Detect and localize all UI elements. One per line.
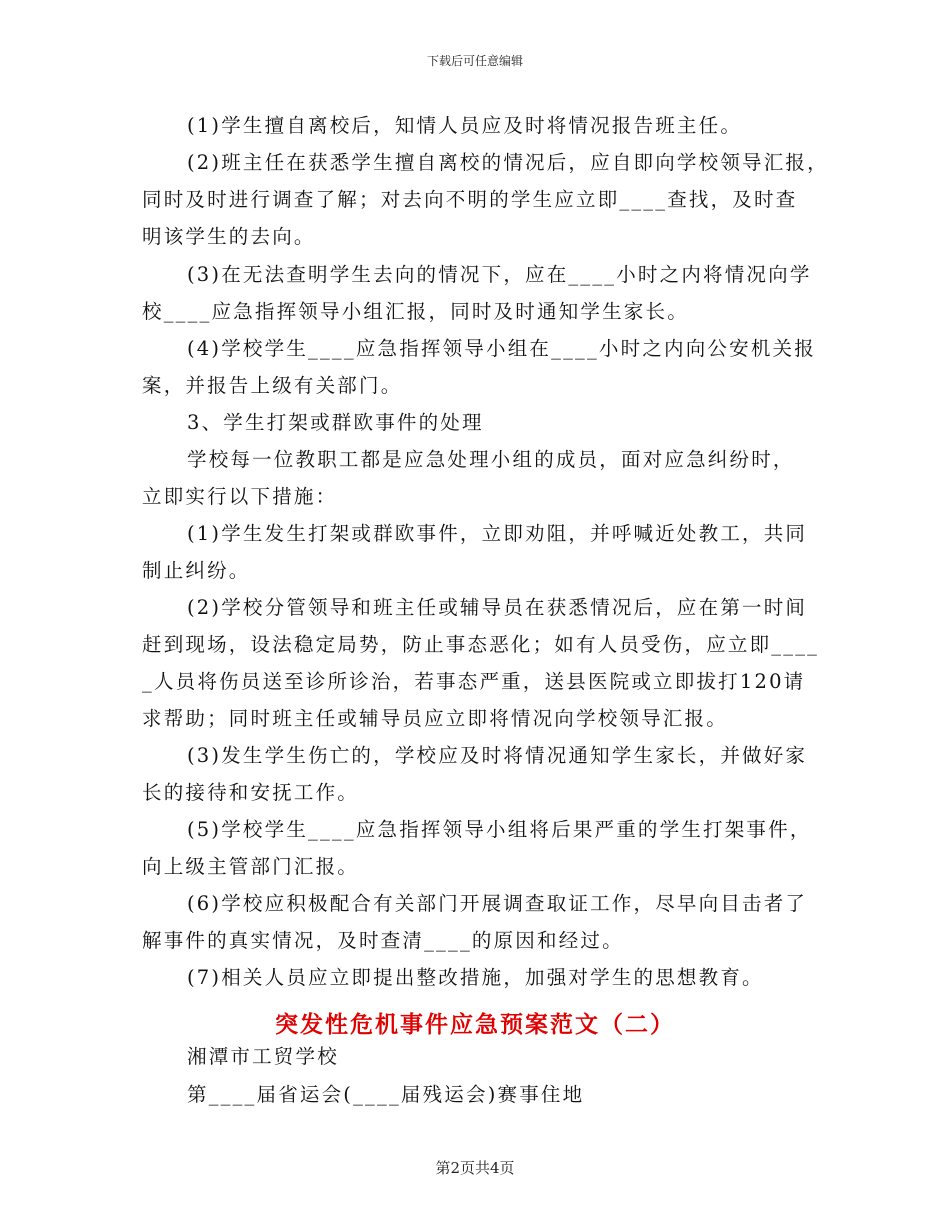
paragraph-line: 校____应急指挥领导小组汇报，同时及时通知学生家长。 [142, 300, 689, 323]
section-title: 突发性危机事件应急预案范文（二） [275, 1011, 675, 1038]
paragraph-line: (6)学校应积极配合有关部门开展调查取证工作，尽早向目击者了 [187, 892, 808, 915]
paragraph-line: _人员将伤员送至诊所诊治，若事态严重，送县医院或立即拔打120请 [142, 670, 806, 693]
page-footer: 第2页共4页 [435, 1159, 515, 1177]
paragraph-line: (3)发生学生伤亡的，学校应及时将情况通知学生家长，并做好家 [187, 744, 808, 767]
paragraph-line: (4)学校学生____应急指挥领导小组在____小时之内向公安机关报 [187, 337, 816, 360]
paragraph-line: 明该学生的去向。 [142, 225, 316, 248]
paragraph-line: 学校每一位教职工都是应急处理小组的成员，面对应急纠纷时， [187, 448, 795, 471]
paragraph-line: (1)学生擅自离校后，知情人员应及时将情况报告班主任。 [187, 114, 743, 137]
paragraph-line: 第____届省运会(____届残运会)赛事住地 [187, 1083, 585, 1106]
paragraph-line: 同时及时进行调查了解；对去向不明的学生应立即____查找，及时查 [142, 188, 798, 211]
paragraph-line: (2)班主任在获悉学生擅自离校的情况后，应自即向学校领导汇报， [187, 151, 829, 174]
paragraph-line: 案，并报告上级有关部门。 [142, 374, 403, 397]
paragraph-line: 赶到现场，设法稳定局势，防止事态恶化；如有人员受伤，应立即____ [142, 633, 820, 656]
school-name: 湘潭市工贸学校 [187, 1045, 339, 1068]
paragraph-line: (5)学校学生____应急指挥领导小组将后果严重的学生打架事件， [187, 818, 812, 841]
paragraph-line: 制止纠纷。 [142, 559, 251, 582]
paragraph-line: (7)相关人员应立即提出整改措施，加强对学生的思想教育。 [187, 966, 764, 989]
section-heading: 3、学生打架或群欧事件的处理 [187, 411, 484, 434]
paragraph-line: (2)学校分管领导和班主任或辅导员在获悉情况后，应在第一时间 [187, 596, 808, 619]
paragraph-line: 立即实行以下措施： [142, 485, 338, 508]
paragraph-line: (3)在无法查明学生去向的情况下，应在____小时之内将情况向学 [187, 263, 812, 286]
page-header: 下载后可任意编辑 [426, 54, 523, 68]
paragraph-line: 求帮助；同时班主任或辅导员应立即将情况向学校领导汇报。 [142, 707, 728, 730]
paragraph-line: 解事件的真实情况，及时查清____的原因和经过。 [142, 929, 624, 952]
paragraph-line: 向上级主管部门汇报。 [142, 855, 360, 878]
paragraph-line: (1)学生发生打架或群欧事件，立即劝阻，并呼喊近处教工，共同 [187, 522, 808, 545]
paragraph-line: 长的接待和安抚工作。 [142, 781, 360, 804]
